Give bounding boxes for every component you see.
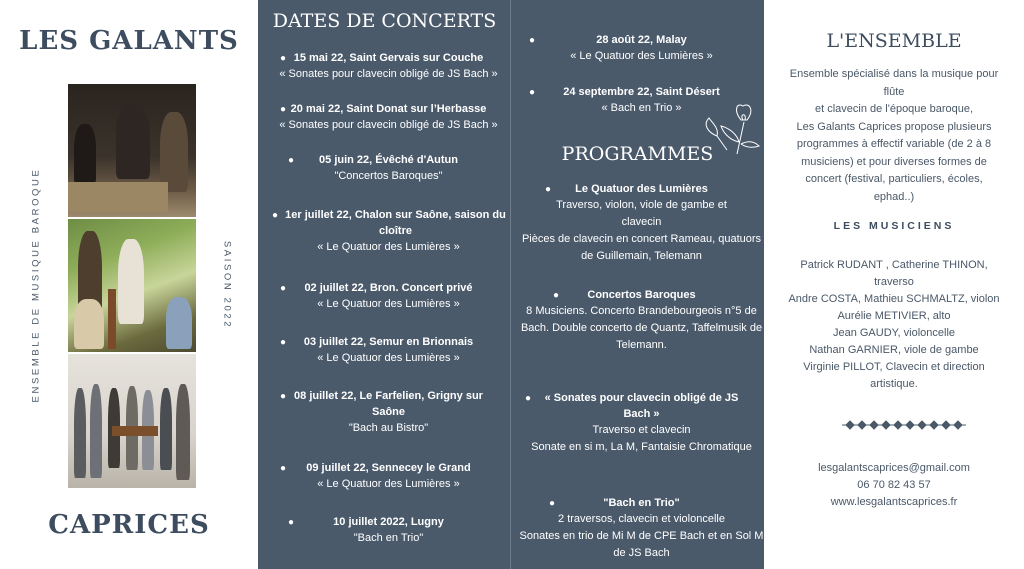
programme-item: ● "Bach en Trio" 2 traversos, clavecin et violoncelle Sonates en trio de Mi M de CPE Bach et en Sol M de JS Bach [519,495,764,565]
concert-programme: « Le Quatuor des Lumières » [570,50,713,62]
concert-item: ● 15 mai 22, Saint Gervais sur Couche « Sonates pour clavecin obligé de JS Bach » [266,50,511,101]
concerts-heading: DATES DE CONCERTS [272,10,497,32]
concert-date-place: 09 juillet 22, Sennecey le Grand [306,462,471,474]
ensemble-description [764,66,1024,206]
musician-line: Virginie PILLOT, Clavecin et direction [803,361,985,373]
programmes-heading: PROGRAMMES [561,143,714,165]
programme-item: ● Le Quatuor des Lumières Traverso, violon, viole de gambe et clavecin Pièces de clavecin en concert Rameau, quatuors de Guillemain, Telemann [519,181,764,287]
programme-line: Sonate en si m, La M, Fantaisie Chromatique [531,441,752,453]
musician-line: artistique. [870,378,918,390]
ensemble-subtitle-vertical: ENSEMBLE DE MUSIQUE BAROQUE [30,167,42,403]
programmes-panel [511,0,764,569]
concerts-panel [258,0,511,569]
concert-date-place: 03 juillet 22, Semur en Brionnais [303,336,474,348]
concert-date-place: 15 mai 22, Saint Gervais sur Couche [293,52,484,64]
musicians-heading: LES MUSICIENS [833,220,955,232]
concert-item: ● 02 juillet 22, Bron. Concert privé « Le Quatuor des Lumières » [266,280,511,334]
concert-item: ● 08 juillet 22, Le Farfelien, Grigny sur Saône "Bach au Bistro" [266,388,511,460]
ensemble-title-bottom: CAPRICES [48,510,210,540]
programme-line: 2 traversos, clavecin et violoncelle [558,513,725,525]
concert-date-place: 28 août 22, Malay [596,34,687,46]
cover-panel [0,0,258,569]
contact-phone: 06 70 82 43 57 [857,479,931,491]
musicians-photo-2 [68,219,196,352]
programme-line: Pièces de clavecin en concert Rameau, quatuors de Guillemain, Telemann [521,233,762,262]
programme-list [519,181,764,565]
concert-item: ● 28 août 22, Malay « Le Quatuor des Lumières » [519,32,764,84]
musician-line: Patrick RUDANT , Catherine THINON, [800,259,988,271]
programme-line: 8 Musiciens. Concerto Brandebourgeois n°5 de Bach. Double concerto de Quantz, Taffelmusik de Telemann. [520,305,763,351]
programme-title: "Bach en Trio" [603,497,680,509]
programme-item: ● Concertos Baroques 8 Musiciens. Concerto Brandebourgeois n°5 de Bach. Double concerto de Quantz, Taffelmusik de Telemann. [519,287,764,390]
musicians-photo-3 [68,354,196,488]
ensemble-text-line: et clavecin de l'époque baroque, [814,103,974,115]
programme-item: ● « Sonates pour clavecin obligé de JS Bach » Traverso et clavecin Sonate en si m, La M, Fantaisie Chromatique [519,390,764,495]
concert-item: ● 1er juillet 22, Chalon sur Saône, saison du cloître « Le Quatuor des Lumières » [266,207,511,280]
programme-line: Traverso, violon, viole de gambe et clavecin [556,199,727,228]
concert-list [266,50,511,554]
season-label-vertical: SAISON 2022 [221,240,233,330]
concert-date-place: 24 septembre 22, Saint Désert [563,86,720,98]
concert-date-place: 10 juillet 2022, Lugny [333,516,444,528]
ensemble-text-line: programmes à effectif variable (de 2 à 8 [796,138,992,150]
concert-programme: "Concertos Baroques" [334,170,443,182]
ensemble-panel [764,0,1024,569]
concert-programme: « Sonates pour clavecin obligé de JS Bach » [279,119,498,131]
ornament-divider-icon [840,418,968,432]
concert-item: ● 20 mai 22, Saint Donat sur l’Herbasse « Sonates pour clavecin obligé de JS Bach » [266,101,511,152]
ensemble-title-top: LES GALANTS [19,26,239,56]
concert-programme: « Sonates pour clavecin obligé de JS Bach » [279,68,498,80]
concert-programme: "Bach au Bistro" [348,422,429,434]
musicians-photo-1 [68,84,196,217]
musician-line: Aurélie METIVIER, alto [837,310,951,322]
programme-line: Sonates en trio de Mi M de CPE Bach et en Sol M de JS Bach [519,530,764,559]
ensemble-text-line: concert (festival, particuliers, écoles, [805,173,983,185]
concert-item: ● 05 juin 22, Évêché d'Autun "Concertos Baroques" [266,152,511,207]
concert-date-place: 1er juillet 22, Chalon sur Saône, saison du cloître [285,209,506,237]
concert-programme: « Le Quatuor des Lumières » [317,298,460,310]
concert-item: ● 09 juillet 22, Sennecey le Grand « Le Quatuor des Lumières » [266,460,511,514]
contact-block [764,460,1024,511]
musician-line: Jean GAUDY, violoncelle [832,327,956,339]
ensemble-text-line: ephad..) [873,190,915,203]
concert-date-place: 02 juillet 22, Bron. Concert privé [304,282,473,294]
musician-line: traverso [874,276,914,288]
concert-item: ● 24 septembre 22, Saint Désert « Bach en Trio » [519,84,764,124]
ensemble-text-line: Ensemble spécialisé dans la musique pour flûte [789,68,999,98]
concert-date-place: 05 juin 22, Évêché d'Autun [319,154,458,166]
ensemble-text-line: musiciens) et pour diverses formes de [801,155,987,168]
programme-title: « Sonates pour clavecin obligé de JS Bach » [544,392,739,420]
concert-item: ● 03 juillet 22, Semur en Brionnais « Le Quatuor des Lumières » [266,334,511,388]
concert-programme: « Le Quatuor des Lumières » [317,352,460,364]
musicians-list [764,257,1024,393]
musician-line: Nathan GARNIER, viole de gambe [809,344,979,356]
concert-date-place: 20 mai 22, Saint Donat sur l’Herbasse [290,103,487,115]
concert-programme: « Le Quatuor des Lumières » [317,478,460,490]
programme-line: Traverso et clavecin [592,424,691,436]
concert-programme: « Bach en Trio » [601,102,682,114]
concert-item: ● 10 juillet 2022, Lugny "Bach en Trio" [266,514,511,554]
musician-line: Andre COSTA, Mathieu SCHMALTZ, violon [788,293,1000,305]
concert-date-place: 08 juillet 22, Le Farfelien, Grigny sur Saône [294,390,483,418]
ensemble-text-line: Les Galants Caprices propose plusieurs [796,120,992,133]
concert-programme: « Le Quatuor des Lumières » [317,241,460,253]
contact-email[interactable]: lesgalantscaprices@gmail.com [818,462,970,474]
contact-website[interactable]: www.lesgalantscaprices.fr [830,496,958,508]
programme-title: Le Quatuor des Lumières [575,183,708,195]
ensemble-heading: L'ENSEMBLE [826,30,962,52]
programme-title: Concertos Baroques [587,289,696,301]
concert-programme: "Bach en Trio" [353,532,424,544]
